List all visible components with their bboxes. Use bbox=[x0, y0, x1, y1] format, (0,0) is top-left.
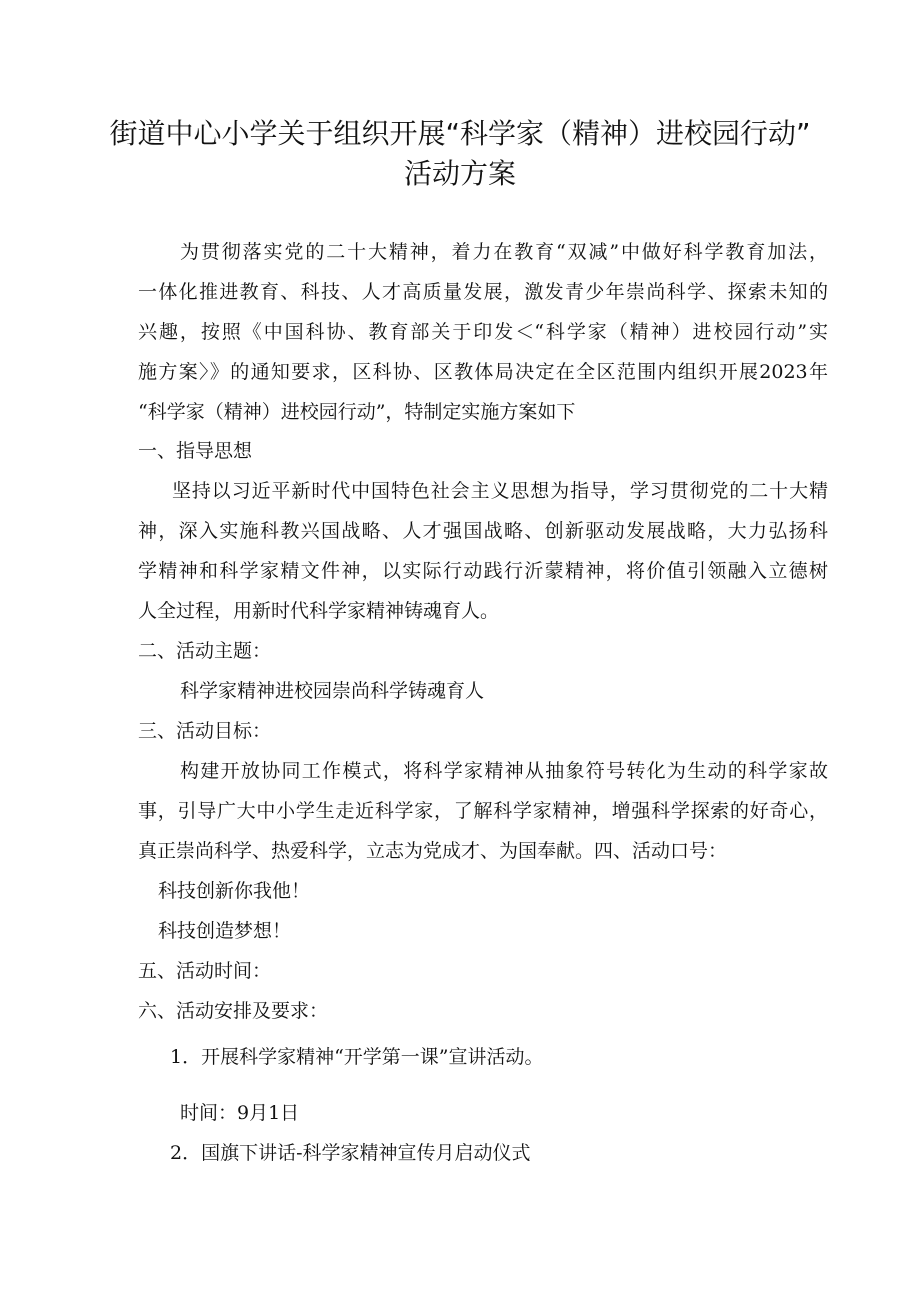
section2-body: 科学家精神进校园崇尚科学铸魂育人 bbox=[180, 680, 485, 702]
section-heading-goals: 三、活动目标： bbox=[138, 720, 272, 742]
section-heading-theme: 二、活动主题： bbox=[138, 640, 272, 662]
intro-line-3: 兴趣，按照《中国科协、教育部关于印发＜“科学家（精神）进校园行动”实 bbox=[138, 321, 828, 343]
section-heading-arrangements: 六、活动安排及要求： bbox=[138, 1000, 329, 1022]
document-title-line-2: 活动方案 bbox=[403, 157, 516, 190]
section3-line-3: 真正崇尚科学、热爱科学，立志为党成才、为国奉献。四、活动口号： bbox=[138, 840, 728, 862]
section1-line-3: 学精神和科学家精文件神，以实际行动践行沂蒙精神，将价值引领融入立德树 bbox=[138, 560, 828, 582]
section1-line-4: 人全过程，用新时代科学家精神铸魂育人。 bbox=[138, 600, 500, 622]
intro-line-2: 一体化推进教育、科技、人才高质量发展，激发青少年崇尚科学、探索未知的 bbox=[138, 281, 828, 303]
slogan-1: 科技创新你我他！ bbox=[158, 880, 311, 902]
document-title-line-1: 街道中心小学关于组织开展“科学家（精神）进校园行动” bbox=[109, 117, 811, 150]
section-heading-guiding-thought: 一、指导思想 bbox=[138, 440, 253, 462]
section1-line-1: 坚持以习近平新时代中国特色社会主义思想为指导，学习贯彻党的二十大精 bbox=[172, 480, 828, 502]
section3-line-1: 构建开放协同工作模式，将科学家精神从抽象符号转化为生动的科学家故 bbox=[180, 760, 828, 782]
section1-line-2: 神，深入实施科教兴国战略、人才强国战略、创新驱动发展战略，大力弘扬科 bbox=[138, 520, 828, 542]
intro-line-5: “科学家（精神）进校园行动”，特制定实施方案如下 bbox=[138, 401, 576, 423]
intro-line-1: 为贯彻落实党的二十大精神，着力在教育“双减”中做好科学教育加法， bbox=[180, 241, 828, 263]
arrangement-item-1: 1．开展科学家精神“开学第一课”宣讲活动。 bbox=[170, 1046, 544, 1068]
section-heading-time: 五、活动时间： bbox=[138, 960, 272, 982]
section3-line-2: 事，引导广大中小学生走近科学家，了解科学家精神，增强科学探索的好奇心， bbox=[138, 800, 828, 822]
slogan-2: 科技创造梦想！ bbox=[158, 920, 292, 942]
arrangement-item-2: 2．国旗下讲话-科学家精神宣传月启动仪式 bbox=[170, 1142, 531, 1164]
intro-line-4: 施方案〉》的通知要求，区科协、区教体局决定在全区范围内组织开展2023年 bbox=[138, 361, 828, 383]
arrangement-item-1-time: 时间：9月1日 bbox=[180, 1102, 300, 1124]
